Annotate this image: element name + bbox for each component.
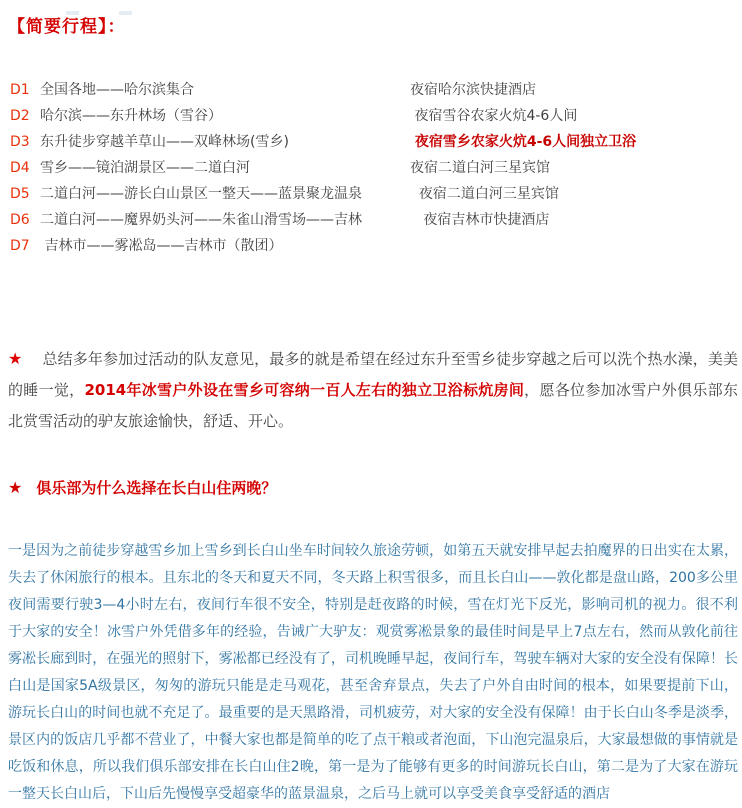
day-label: D6 — [10, 212, 30, 228]
itinerary-table — [8, 77, 738, 259]
stay-text: 夜宿二道白河三星宾馆 — [410, 160, 550, 176]
day-label: D7 — [10, 238, 30, 254]
itinerary-row-d5 — [8, 181, 738, 207]
why-heading-text: 俱乐部为什么选择在长白山住两晚？ — [36, 479, 277, 497]
route-text: 哈尔滨——东升林场（雪谷） — [40, 108, 222, 124]
day-label: D1 — [10, 82, 30, 98]
itinerary-row-d4 — [8, 155, 738, 181]
route-text: 二道白河——魔界奶头河——朱雀山滑雪场——吉林 — [40, 212, 362, 228]
stay-text: 夜宿二道白河三星宾馆 — [410, 186, 559, 202]
route-text: 全国各地——哈尔滨集合 — [40, 82, 194, 98]
summary-text-after: ，愿各位参加冰雪户外俱乐部东北赏雪活动的驴友旅途愉快，舒适、开心。 — [8, 381, 738, 430]
stay-text: 夜宿哈尔滨快捷酒店 — [410, 82, 536, 98]
summary-paragraph — [8, 343, 738, 437]
route-text: 吉林市——雾凇岛——吉林市（散团） — [40, 238, 283, 254]
day-label: D5 — [10, 186, 30, 202]
day-label: D2 — [10, 108, 30, 124]
stay-text-highlighted: 夜宿雪乡农家火炕4-6人间独立卫浴 — [410, 134, 637, 150]
itinerary-row-d2 — [8, 103, 738, 129]
day-label: D4 — [10, 160, 30, 176]
summary-text-before: 总结多年参加过活动的队友意见，最多的就是希望在经过东升至雪乡徒步穿越之后可以洗个热水澡，美美的睡一觉， — [8, 350, 738, 399]
itinerary-row-d1 — [8, 77, 738, 103]
day-label: D3 — [10, 134, 30, 150]
clipped-text-remnant — [66, 0, 172, 4]
itinerary-row-d6 — [8, 207, 738, 233]
stay-text: 夜宿吉林市快捷酒店 — [410, 212, 550, 228]
summary-highlight-text: 2014年冰雪户外设在雪乡可容纳一百人左右的独立卫浴标炕房间 — [84, 381, 525, 399]
why-changbaishan-body: 一是因为之前徒步穿越雪乡加上雪乡到长白山坐车时间较久旅途劳顿，如第五天就安排早起去拍魔界的日出实在太累，失去了休闲旅行的根本。且东北的冬天和夏天不同，冬天路上积雪很多，而且长白山——敦化都是盘山路，200多公里夜间需要行驶3—4小时左右，夜间行车很不安全，特别是赶夜路的时候，雪在灯光下反光，影响司机的视力。很不利于大家的安全！冰雪户外凭借多年的经验，告诫广大驴友：观赏雾凇景象的最佳时间是早上7点左右，然而从敦化前往雾凇长廊到时，在强光的照射下，雾凇都已经没有了，司机晚睡早起，夜间行车，驾驶车辆对大家的安全没有保障！长白山是国家5A级景区，匆匆的游玩只能是走马观花，甚至舍弃景点，失去了户外自由时间的根本，如果要提前下山，游玩长白山的时间也就不充足了。最重要的是天黑路滑，司机疲劳，对大家的安全没有保障！由于长白山冬季是淡季，景区内的饭店几乎都不营业了，中餐大家也都是简单的吃了点干粮或者泡面，下山泡完温泉后，大家最想做的事情就是吃饭和休息，所以我们俱乐部安排在长白山住2晚，第一是为了能够有更多的时间游玩长白山，第二是为了大家在游玩一整天长白山后，下山后先慢慢享受超豪华的蓝景温泉，之后马上就可以享受美食享受舒适的酒店 — [8, 543, 738, 802]
itinerary-row-d3 — [8, 129, 738, 155]
route-text: 东升徒步穿越羊草山——双峰林场(雪乡) — [40, 134, 289, 150]
itinerary-row-d7 — [8, 233, 738, 259]
why-changbaishan-heading — [8, 477, 738, 498]
route-text: 二道白河——游长白山景区一整天——蓝景聚龙温泉 — [40, 186, 362, 202]
stay-text: 夜宿雪谷农家火炕4-6人间 — [410, 108, 578, 124]
star-icon: ★ — [8, 478, 23, 497]
star-icon: ★ — [8, 349, 23, 368]
route-text: 雪乡——镜泊湖景区——二道白河 — [40, 160, 250, 176]
brief-itinerary-heading: 【简要行程】： — [8, 17, 126, 37]
